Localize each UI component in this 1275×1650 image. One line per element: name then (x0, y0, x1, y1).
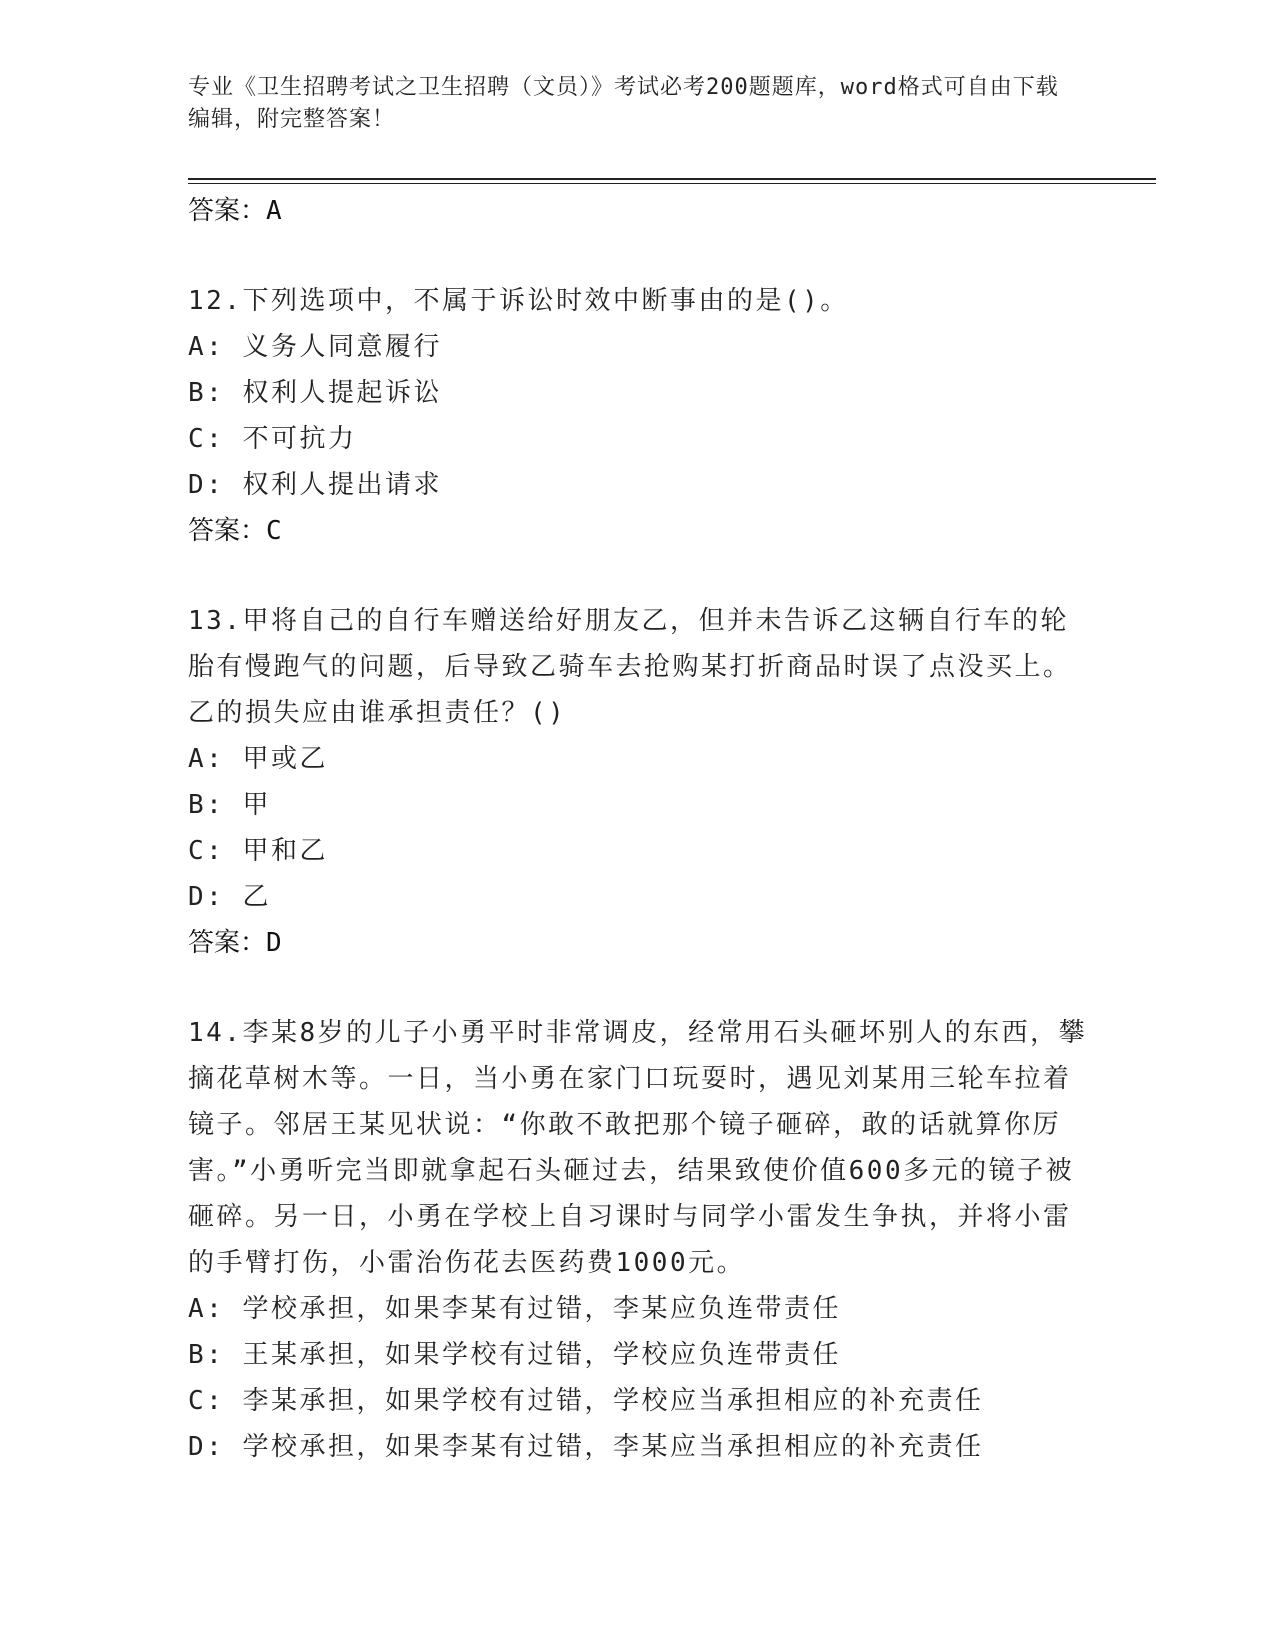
answer-label: 答案： (188, 196, 267, 226)
question-14 (188, 1010, 1088, 1470)
option-a: A: 甲或乙 (188, 744, 328, 774)
option-a: A: 义务人同意履行 (188, 332, 442, 362)
question-list (188, 188, 1088, 1470)
option-b: B: 王某承担，如果学校有过错，学校应负连带责任 (188, 1340, 841, 1370)
answer-value: A (266, 196, 282, 226)
answer-line (188, 508, 1088, 554)
document-header: 专业《卫生招聘考试之卫生招聘（文员）》考试必考200题题库，word格式可自由下载编辑，附完整答案！ (188, 75, 1059, 132)
question-12 (188, 278, 1088, 554)
answer-label: 答案： (188, 516, 267, 546)
option-c: C: 甲和乙 (188, 836, 328, 866)
answer-value: D (266, 928, 282, 958)
question-stem: 12.下列选项中，不属于诉讼时效中断事由的是()。 (188, 286, 849, 316)
question-stem: 14.李某8岁的儿子小勇平时非常调皮，经常用石头砸坏别人的东西，攀摘花草树木等。一日，当小勇在家门口玩耍时，遇见刘某用三轮车拉着镜子。邻居王某见状说：“你敢不敢把那个镜子砸碎，敢的话就算你厉害。”小勇听完当即就拿起石头砸过去，结果致使价值600多元的镜子被砸碎。另一日，小勇在学校上自习课时与同学小雷发生争执，并将小雷的手臂打伤，小雷治伤花去医药费1000元。 (188, 1018, 1088, 1278)
header-divider-thick (188, 178, 1156, 180)
question-stem: 13.甲将自己的自行车赠送给好朋友乙，但并未告诉乙这辆自行车的轮胎有慢跑气的问题，后导致乙骑车去抢购某打折商品时误了点没买上。乙的损失应由谁承担责任？() (188, 606, 1072, 728)
answer-line (188, 188, 1088, 234)
spacer (188, 234, 1088, 278)
question-13 (188, 598, 1088, 966)
option-b: B: 权利人提起诉讼 (188, 378, 442, 408)
option-b: B: 甲 (188, 790, 271, 820)
option-d: D: 权利人提出请求 (188, 470, 442, 500)
spacer (188, 966, 1088, 1010)
answer-label: 答案： (188, 928, 267, 958)
answer-value: C (266, 516, 282, 546)
option-a: A: 学校承担，如果李某有过错，李某应负连带责任 (188, 1294, 841, 1324)
spacer (188, 554, 1088, 598)
option-d: D: 乙 (188, 882, 271, 912)
option-d: D: 学校承担，如果李某有过错，李某应当承担相应的补充责任 (188, 1432, 984, 1462)
option-c: C: 不可抗力 (188, 424, 357, 454)
header-divider-thin (188, 183, 1156, 184)
option-c: C: 李某承担，如果学校有过错，学校应当承担相应的补充责任 (188, 1386, 984, 1416)
answer-line (188, 920, 1088, 966)
